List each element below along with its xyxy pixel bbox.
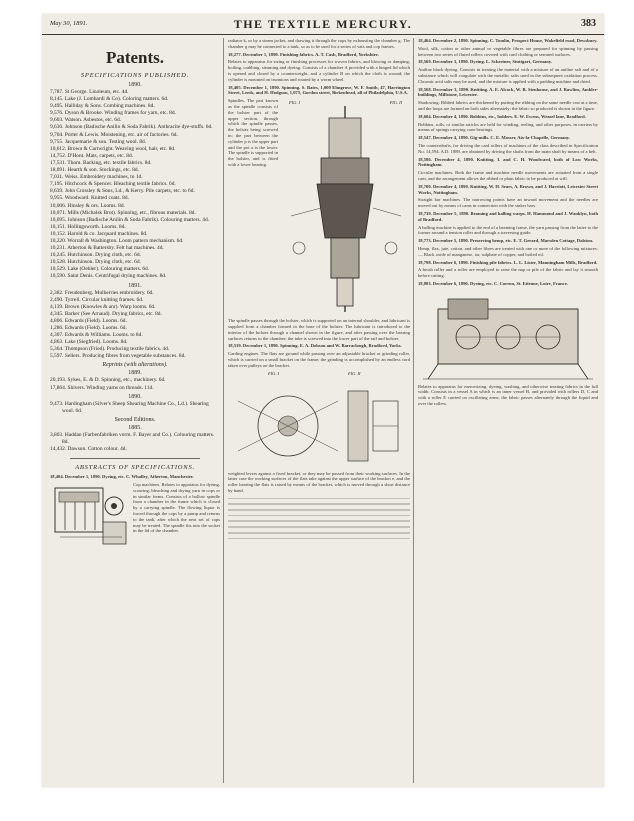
entry-text: Relates to apparatus for sizing or finishing processes for woven fabrics, and blowing or damping, boiling, crabbing, steaming and dyeing. Consists of a chamber A provided with a hinged lid which is opened and closed by a counterweight, and a cylinder B on which the cloth is wound; the cylinder is mounted on trunnions and rotated by a worm wheel. [228,59,410,82]
patent-list-1891 [50,290,220,361]
carding-illustration [228,371,410,471]
entry-heading: 18,464. December 2, 1890. Spinning. C. Tomlin, Prospect House, Wakefield road, Dewsbury. [418,38,598,43]
entry-text: Carding engines. The flats are ground while passing over an adjustable bracket or grinding roller, which is carried on a small bracket on the frame; the grinding is accomplished by an endless cord taken over pulleys on the bracket. [228,351,410,368]
reprint-list-1889 [50,377,220,391]
patent-entry: 9,576. Dyson & Brooke. Winding frames for yarn, etc. 8d. [50,110,176,117]
patent-entry: 10,612. Brown & Cartwright. Weaving wool, hair, etc. 8d. [50,145,176,152]
patent-entry: 14,432. Dawson. Cotton colour. 4d. [50,446,127,453]
entry-text: Shadowing. Ribbed fabrics are thickened by putting the ribbing on the same needle cast at a time, and the loops are formed on both sides alternately; the fabric so produced is shown in the figure. [418,100,598,111]
divider [70,458,200,459]
year-label: 1891. [128,282,142,289]
patent-entry: 4,307. Edwards & Williams. Looms. to 8d. [50,332,143,339]
patent-entry: 10,528. Hutchinson. Drying cloth, etc. 6d. [50,259,141,266]
entry-heading: 18,586. December 4, 1890. Knitting. I. and C. H. Woodward, both of Low Works, Nottingham. [418,156,598,168]
figure-label: FIG. II [348,370,361,376]
year-label: 1890. [128,393,142,400]
dyeing-machine-illustration [418,289,598,384]
patent-entry: 5,597. Sellers. Producing fibres from vegetable substances. 8d. [50,353,186,360]
year-label: 1890. [128,82,142,88]
entry-text: The spindle passes through the bolster, which is supported on an internal shoulder, and lubricant is supplied from a chamber formed in the base of the bolster. The lubricant is introduced to the interior of the bolster through a channel shown in the figure, and after passing over the bearing surfaces returns to the chamber; the tube is screwed into the lower part of the rail and bolster. [228,318,410,341]
abstract-title: 18,404. December 1, 1890. Dyeing, etc. C. Whalley, Atherton, Manchester. [50,474,194,480]
page-header [42,14,604,35]
patent-entry: 4,139. Brown (Knowles & anr). Warp looms. 6d. [50,303,156,310]
patent-entry: 17,864. Shivers. Winding yarns on threads. 11d. [50,384,154,391]
patent-entry: 1,286. Edwards (Field). Looms. 6d. [50,325,127,331]
patent-entry: 8,145. Lake (J. Lombardi & Co). Coloring matters. 6d. [50,96,169,103]
entry-heading: 18,405. December 1, 1890. Spinning. S. Bates, 1,000 Elmgrove, W. F. Smith, 47, Harrington Street, Leeds, and H. Hodgson, 1,075, Gordon street, Birkenhead, all of Philadelphia, U.S.A. [228,84,410,96]
entry-heading: 18,547. December 4, 1890. Gig-mills. C. E. Mosser, Aix-la-Chapelle, Germany. [418,135,570,141]
patent-entry: 10,529. Lake (Oehler). Colouring matters. 6d. [50,266,150,273]
patent-entry: 2,490. Tyrrell. Circular knitting frames. 6d. [50,296,144,303]
entry-heading: 18,277. December 1, 1890. Finishing fabrics. A. T. Cash, Bradford, Yorkshire. [228,51,379,57]
patent-entry: 10,151. Hollingsworth. Looms. 8d. [50,223,126,230]
patent-entry: 2,382. Freudenberg. Mulberries embroidery. 6d. [50,289,154,296]
entry-text: Straight bar machines. The narrowing points have an inward movement and the needles are moved out by means of cams in connection with the sinker bars. [418,197,598,209]
patent-entry: 10,231. Atherton & Battersby. Felt hat machines. 4d. [50,245,164,252]
column-rule-2 [413,38,414,783]
entry-text: A balling machine is applied to the end of a beaming frame, the yarn passing from the latter to the former around a tension roller and through a traversing guide. [418,224,598,236]
entry-heading: 18,604. December 4, 1890. Bobbins, etc., holders. E. W. Ewens, Weasel lane, Bradford. [418,113,586,119]
entry-text: Relates to apparatus for mercerizing, dyeing, washing, and otherwise treating fabrics in the full width. Consists in a vessel A in which is an inner vessel B, and provided with rollers D, C and with a roller E carried on oscillating arms; the fabric passes alternately through the liquid and over the rollers. [418,383,598,407]
patent-entry: 7,195. Hitchcock & Spencer. Bleaching textile fabrics. 6d. [50,181,176,188]
entry-heading: 18,569. December 3, 1890. Dyeing. L. Schreiner, Stuttgart, Germany. [418,59,553,65]
patent-entry: 10,220. Worrall & Washington. Loom pattern mechanism. 6d. [50,237,184,244]
patent-entry: 7,787. St George. Linoleum, etc. 4d. [50,89,129,95]
patent-entry: 14,752. D'Hont. Mats, carpets, etc. 8d. [50,152,134,159]
entry-heading: 18,798. December 6, 1890. Finishing pile fabrics. L. L. Lister, Manningham Mills, Bradford. [418,259,598,265]
patent-entry: 4,806. Edwards (Field). Looms. 6d. [50,317,127,324]
patent-entry: 10,152. Harold & co. Jacquard machines. 8d. [50,230,148,237]
patent-entry: 5,364. Thompson (Fried). Producing textile fabrics. 4d. [50,346,170,353]
cop-machine-illustration [50,482,130,552]
figure-label: FIG. I [268,370,279,376]
patent-entry: 7,031. Weiss. Embroidery machines, to 1d. [50,174,143,181]
column-middle [228,38,410,783]
patent-entry: 10,006. Hinsley & ors. Looms. 8d. [50,202,125,209]
entry-heading: 18,803. December 6, 1890. Dyeing, etc. C. Corron, St. Etienne, Loire, France. [418,280,568,286]
patent-entry: 4,863. Lake (Siegfried). Looms. 8d. [50,339,128,346]
abstract-text: Cop machines. Relates to apparatus for dyeing, scouring, bleaching and drying yarn in cops or in similar forms. Consists of a hollow spindle from a chamber in the frame which is closed by a carrying spindle. The flowing liquor is forced through the cops by a pump and returns to the tank, after which the next set of cops may be treated. The spindle fits into the socket in the lid of the chamber. [133,481,220,534]
patent-entry: 10,071. Mills (Michalsk Brot). Spinning, etc., fibrous materials. 8d. [50,209,196,216]
entry-text: weighted levers against a fixed bracket, or they may be passed from their working surfaces. In the latter case the working surfaces of the flats take against the upper surface of the bracket e, and the roller bearing the flats is raised by means of the bracket, which is moved through a short distance by hand. [228,470,410,493]
entry-text: Wool, silk, cotton or other animal or vegetable fibres are prepared for spinning by passing between two series of fluted rollers covered with card clothing or serrated surfaces. [418,45,598,57]
reprint-list-1890 [50,401,220,415]
patent-entry: 18,091. Hearth & son. Stockings, etc. 8d. [50,167,139,174]
reprints-heading: Reprints (with alterations). [102,362,168,369]
section-heading-patents: Patents. [105,48,165,67]
entry-heading: 18,568. December 3, 1890. Knitting. A. E. Alcock, W. B. Stenhouse, and J. Rawlins, Ambler-buildings, Millstone, Leicester. [418,86,598,98]
entry-text: Circular machines. Both the frame and machine needle movements are actuated from a single cam, and the arrangement allows the ribbed or plain fabric to be produced at will. [418,170,598,181]
patent-entry: 4,345. Barker (See Arnaud). Drying fabrics, etc. 8d. [50,310,162,317]
continued-text: radiator k, or by a steam jacket, and drawing it through the cops by exhausting the chamber g. The chamber g may be connected to a tank, so as to be used for a series of vats and cop frames. [228,38,410,49]
patent-list-1890 [50,89,220,281]
column-rule-1 [223,38,224,783]
illegible-text-lines [228,498,410,540]
entry-heading: 18,739. December 5, 1890. Beaming and balling warps. H. Hammond and J. Wanklyn, both of Bradford. [418,210,598,222]
figure-label: FIG. I [289,100,300,106]
year-label: 1885. [128,424,142,431]
entry-text: The counterdrafts, for driving the card rollers of machines of the class described in Specification No. 14,594, A.D. 1889, are obtained by driving the shafts from the main shaft by means of a belt. [418,142,598,154]
patent-entry: 3,803. Haddan (Farbenfabriken vorm. F. Bayer and Co.). Colouring matters. 8d. [50,431,215,445]
header-date: May 30, 1891. [50,20,88,27]
patent-entry: 9,704. Porter & Lewis. Moistening, etc. air of factories. 6d. [50,131,178,138]
patent-entry: 17,531. Thom. Backing, etc. textile fabrics. 8d. [50,159,152,166]
entry-heading: 18,700. December 4, 1890. Knitting. W. H. Sears, A. Brown, and J. Harriott, Leicester Street Works, Nottingham. [418,183,598,195]
patent-entry: 9,636. Johnson (Badische Anilin & Soda Fabrik). Anthracite dye-stuffs. 6d. [50,124,213,131]
second-editions-heading: Second Editions. [114,416,156,423]
entry-heading: 18,519. December 1, 1890. Spinning. E. A. Dobson and W. Barraclough, Bradford, Yorks. [228,343,402,349]
patent-entry: 9,473. Hardingham (Silver's Sheep Shearing Machine Co., Ld.). Shearing wool. 6d. [50,400,209,414]
spindle-illustration [281,98,410,318]
figure-label: FIG. II [389,100,402,106]
patent-entry: 10,590. Saint Denis. Centrifugal drying machines. 8d. [50,273,167,280]
patent-entry: 10,245. Hutchinson. Drying cloth, etc. 6d. [50,252,141,259]
specifications-published-heading: SPECIFICATIONS PUBLISHED. [80,72,190,79]
patent-entry: 8,639. John Crossley & Sons, Ld., & Kerry. Pile carpets, etc. to 6d. [50,188,195,195]
entry-heading: 18,773. December 5, 1890. Preserving hemp, etc. E. T. Gerard, Marsden Cottage, Dalston. [418,238,594,244]
year-label: 1889. [128,370,142,377]
abstracts-heading: ABSTRACTS OF SPECIFICATIONS. [75,464,195,472]
patent-entry: 20,193. Sykes, E. & D. Spinning, etc., machinery. 6d. [50,377,166,384]
newspaper-page [42,14,604,787]
column-right [418,38,598,783]
second-edition-list [50,432,220,453]
patent-entry: 10,095. Johnson (Badische Anilin & Soda Fabrik). Colouring matters. 4d. [50,216,210,223]
column-left [50,38,220,783]
patent-entry: 9,955. Woodward. Knitted coats. 8d. [50,195,129,202]
publication-title: THE TEXTILE MERCURY. [233,17,413,31]
patent-entry: 9,603. Watson. Asbestos, etc. 6d. [50,117,122,124]
entry-text: Aniline black dyeing. Consists in treating the material with a mixture of an aniline salt and of a substance which will coagulate with the metallic salts used in the subsequent oxidation process. Chromic acid salts may be used, and the mixture is applied with a padding machine and dried. [418,67,598,84]
patent-entry: 9,755. Jacquemarie & son. Testing wool. 8d. [50,138,147,145]
entry-text: Bobbins, rolls, or similar articles are held for winding, reeling, and other purposes, in carriers by means of springs carrying cone bearings. [418,121,598,133]
patent-entry: 9,495. Halliday & Sons. Combing machines. 8d. [50,103,155,110]
entry-text: Spindles. The part known as the spindle consists of the bolster part of the upper section, through which the spindle passes, the bolster being screwed in; the part between the cylinder p is the upper part and the pot a is the lower. The spindle is supported in the bolster, and is fitted with a lower bearing. [228,98,278,167]
entry-text: Hemp, flax, jute, cotton, and other fibres are treated with one or more of the following mixtures: — Black oxide of manganese, tar, sulphate of copper, and boiled oil. [418,245,598,257]
page-number: 383 [581,18,596,29]
entry-text: A brush roller and a roller are employed to raise the nap or pile of the fabric and lay it smooth before cutting. [418,267,598,279]
